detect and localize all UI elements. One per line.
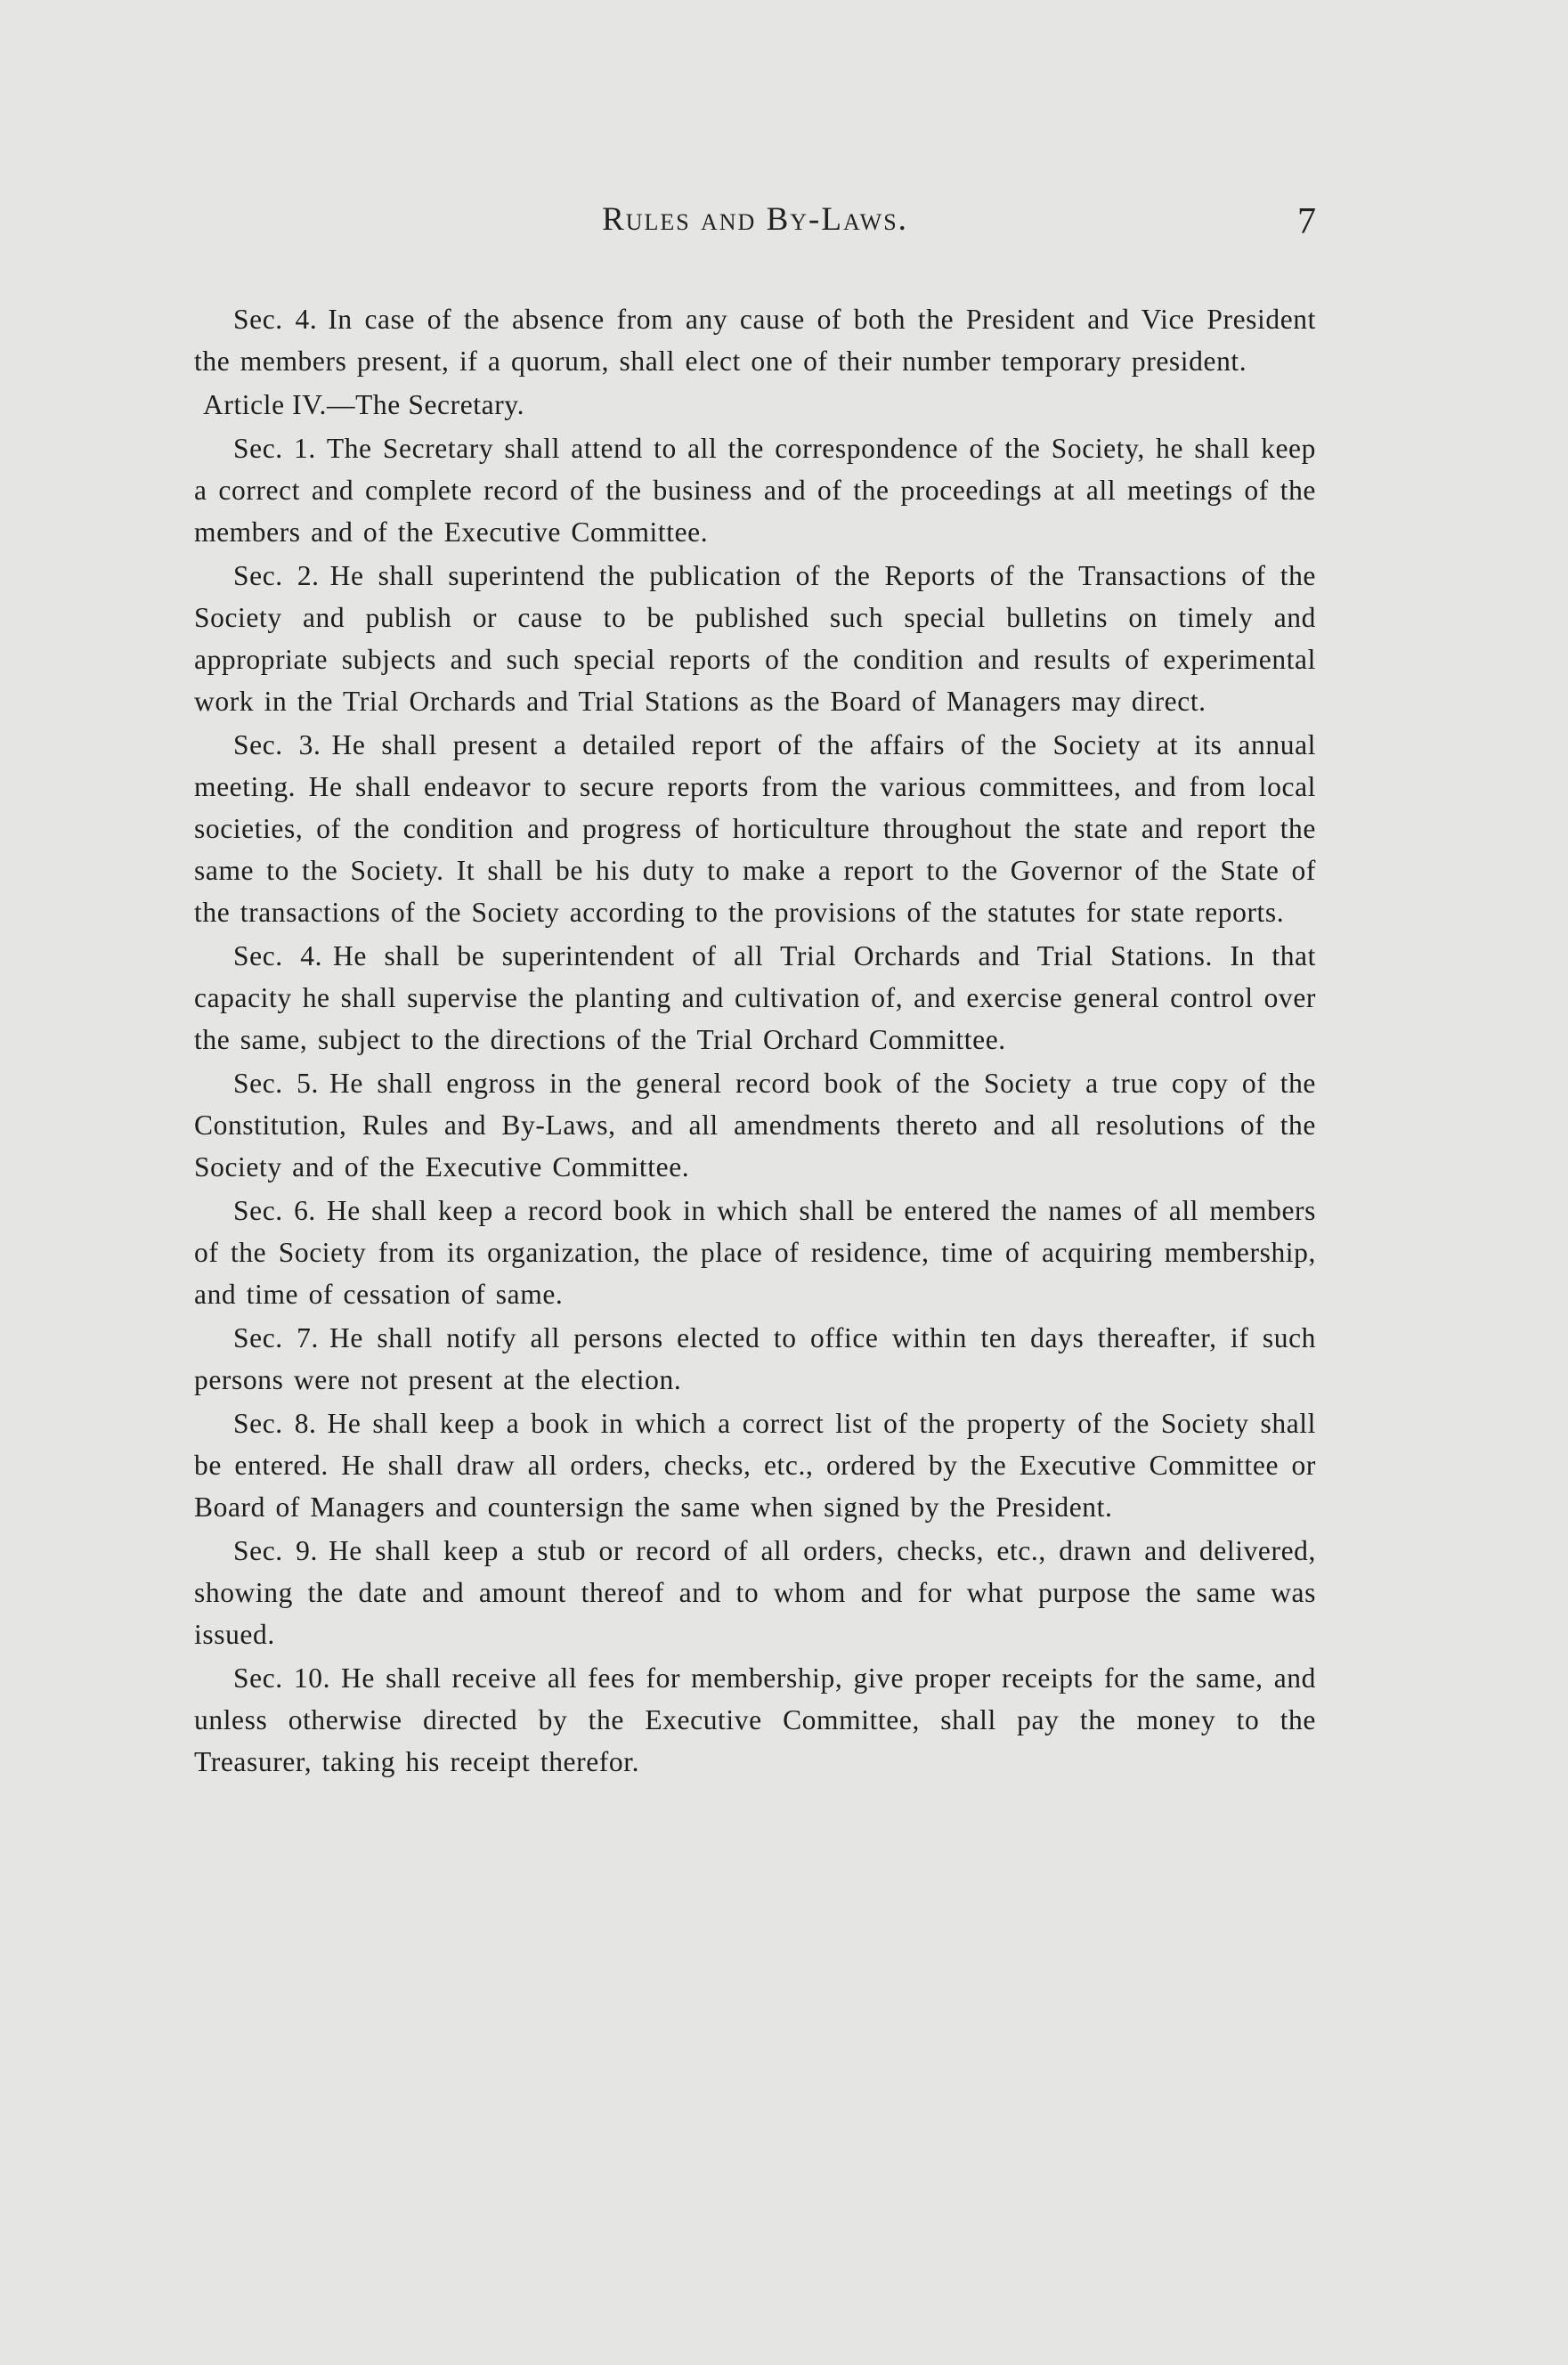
section-label: Sec. 3. — [233, 729, 321, 760]
section-text: He shall notify all persons elected to office within ten days thereafter, if such persons were not present at the election. — [194, 1322, 1317, 1395]
section-label: Sec. 2. — [233, 560, 320, 591]
section-2-paragraph — [194, 555, 1316, 722]
section-4-paragraph — [194, 935, 1316, 1061]
section-label: Sec. 6. — [233, 1195, 316, 1226]
section-3-paragraph — [194, 724, 1316, 933]
section-label: Sec. 10. — [233, 1662, 331, 1694]
section-text: He shall superintend the publication of the Reports of the Transactions of the Society and publish or cause to be published such special bulletins on timely and appropriate subjects and such special reports of the condition and results of experimental work in the Trial Orchards and Trial Stations as the Board of Managers may direct. — [194, 560, 1316, 717]
section-label: Sec. 5. — [233, 1068, 319, 1099]
section-label: Sec. 4. — [233, 304, 318, 335]
section-4-presidency-paragraph — [194, 298, 1316, 382]
section-5-paragraph — [194, 1062, 1316, 1188]
section-10-paragraph — [194, 1657, 1316, 1783]
section-label: Sec. 7. — [233, 1322, 320, 1353]
page-number: 7 — [1297, 201, 1316, 242]
section-text: In case of the absence from any cause of both the President and Vice President the members present, if a quorum, shall elect one of their number temporary president. — [194, 304, 1316, 377]
section-label: Sec. 9. — [233, 1535, 318, 1566]
section-1-paragraph — [194, 427, 1316, 553]
section-label: Sec. 1. — [233, 433, 316, 464]
section-text: He shall engross in the general record book of the Society a true copy of the Constitution, Rules and By-Laws, and all amendments thereto and all resolutions of the Society and of the Executive Committee. — [194, 1068, 1317, 1182]
section-text: He shall keep a book in which a correct list of the property of the Society shall be entered. He shall draw all orders, checks, etc., ordered by the Executive Committee or Board of Managers and countersign the same when signed by the President. — [194, 1408, 1316, 1523]
section-label: Sec. 8. — [233, 1408, 317, 1439]
section-text: He shall receive all fees for membership, give proper receipts for the same, and unless otherwise directed by the Executive Committee, shall pay the money to the Treasurer, taking his receipt therefor. — [194, 1662, 1316, 1777]
page-text-block — [194, 200, 1316, 1784]
section-6-paragraph — [194, 1190, 1316, 1315]
section-text: The Secretary shall attend to all the correspondence of the Society, he shall keep a correct and complete record of the business and of the proceedings at all meetings of the members and of the Executive Committee. — [194, 433, 1316, 548]
section-9-paragraph — [194, 1530, 1316, 1655]
section-text: He shall present a detailed report of the affairs of the Society at its annual meeting. He shall endeavor to secure reports from the various committees, and from local societies, of the condition and progress of horticulture throughout the state and report the same to the Society. It shall be his duty to make a report to the Governor of the State of the transactions of the Society according to the provisions of the statutes for state reports. — [194, 729, 1316, 928]
section-text: He shall keep a stub or record of all orders, checks, etc., drawn and delivered, showing the date and amount thereof and to whom and for what purpose the same was issued. — [194, 1535, 1316, 1650]
section-8-paragraph — [194, 1402, 1316, 1528]
running-title: Rules and By-Laws. — [602, 201, 908, 238]
section-text: He shall keep a record book in which shall be entered the names of all members of the Society from its organization, the place of residence, time of acquiring membership, and time of cessation of same. — [194, 1195, 1316, 1310]
running-head — [194, 200, 1316, 263]
section-label: Sec. 4. — [233, 940, 323, 971]
article-heading: Article IV.—The Secretary. — [203, 389, 525, 420]
section-text: He shall be superintendent of all Trial Orchards and Trial Stations. In that capacity he shall supervise the planting and cultivation of, and exercise general control over the same, subject to the directions of the Trial Orchard Committee. — [194, 940, 1316, 1055]
section-7-paragraph — [194, 1317, 1316, 1401]
